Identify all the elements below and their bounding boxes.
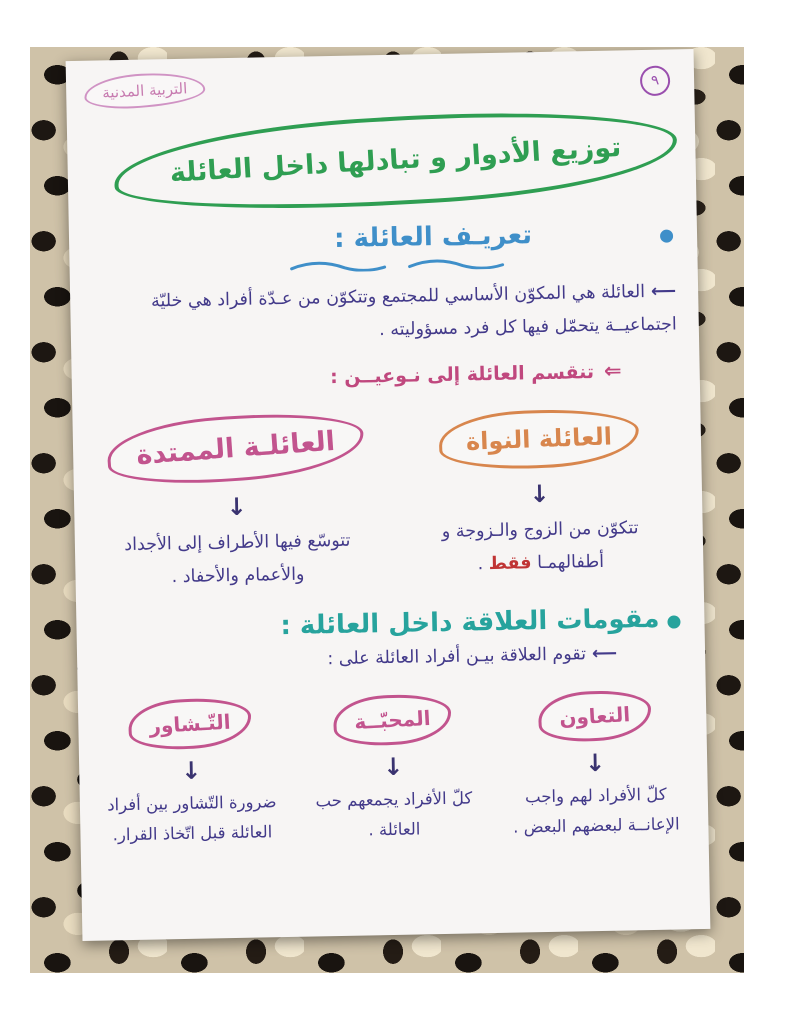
relation-pillars-row [96, 689, 691, 850]
sentence-end: . [477, 554, 489, 575]
bullet-dot-icon [660, 230, 673, 243]
lesson-title-cloud: توزيع الأدوار و تبادلها داخل العائلة [112, 101, 680, 222]
extended-family-column [98, 413, 374, 596]
photo-background-carpet [30, 47, 744, 973]
extended-family-description: تتوسّع فيها الأطراف إلى الأجداد والأعمام والأحفاد . [124, 530, 351, 588]
bullet-dot-icon [667, 615, 680, 628]
double-arrow-icon: ⇐ [603, 358, 622, 383]
nuclear-family-column [401, 408, 677, 591]
down-arrow-icon: ↓ [584, 748, 606, 778]
notebook-page [66, 49, 711, 941]
definition-body [88, 275, 677, 353]
lead-arrow-icon: ⟵ [650, 281, 677, 302]
cooperation-column [500, 689, 691, 842]
nuclear-family-text: تتكوّن من الزوج والـزوجة و أطفالهمـا [441, 518, 639, 574]
consultation-description: ضرورة التّشاور بين أفراد العائلة قبل اتّخاذ القرار. [107, 792, 277, 845]
family-types-row [98, 408, 677, 597]
relations-intro-text: تقوم العلاقة بيـن أفراد العائلة على : [327, 644, 587, 670]
wavy-underline-icon [289, 254, 509, 272]
nuclear-family-description [415, 512, 666, 583]
definition-heading-row [87, 218, 673, 260]
page-header [84, 63, 677, 108]
down-arrow-icon: ↓ [382, 752, 404, 782]
family-split-text: تنقسم العائلة إلى نـوعيــن : [329, 361, 595, 389]
nuclear-family-cloud: العائلة النواة [437, 407, 639, 472]
definition-body-text: العائلة هي المكوّن الأساسي للمجتمع وتتكوّن من عـدّة أفراد هي خليّة اجتماعيــة يتحمّل فيها كل فرد مسؤوليته . [150, 281, 677, 341]
extended-family-cloud: العائلـة الممتدة [105, 407, 366, 490]
page-number-badge: ٩ [638, 64, 672, 98]
lead-arrow-icon: ⟵ [591, 643, 618, 664]
down-arrow-icon: ↓ [529, 480, 550, 509]
relations-heading: مقومات العلاقة داخل العائلة : [280, 603, 660, 641]
highlight-word: فقط [488, 553, 532, 575]
love-column [298, 693, 489, 846]
definition-heading: تعريـف العائلة : [333, 220, 533, 255]
down-arrow-icon: ↓ [226, 492, 248, 522]
consultation-column [96, 697, 287, 850]
cooperation-description: كلّ الأفراد لهم واجب الإعانــة لبعضهم البعض . [512, 784, 680, 837]
subject-label-cloud: التربية المدنية [83, 70, 206, 110]
family-split-note [90, 359, 622, 393]
love-description: كلّ الأفراد يجمعهم حب العائلة . [315, 788, 473, 840]
cooperation-cloud: التعاون [537, 688, 652, 744]
love-cloud: المحبّــة [332, 692, 453, 748]
down-arrow-icon: ↓ [180, 756, 202, 786]
consultation-cloud: التّـشاور [128, 696, 254, 753]
